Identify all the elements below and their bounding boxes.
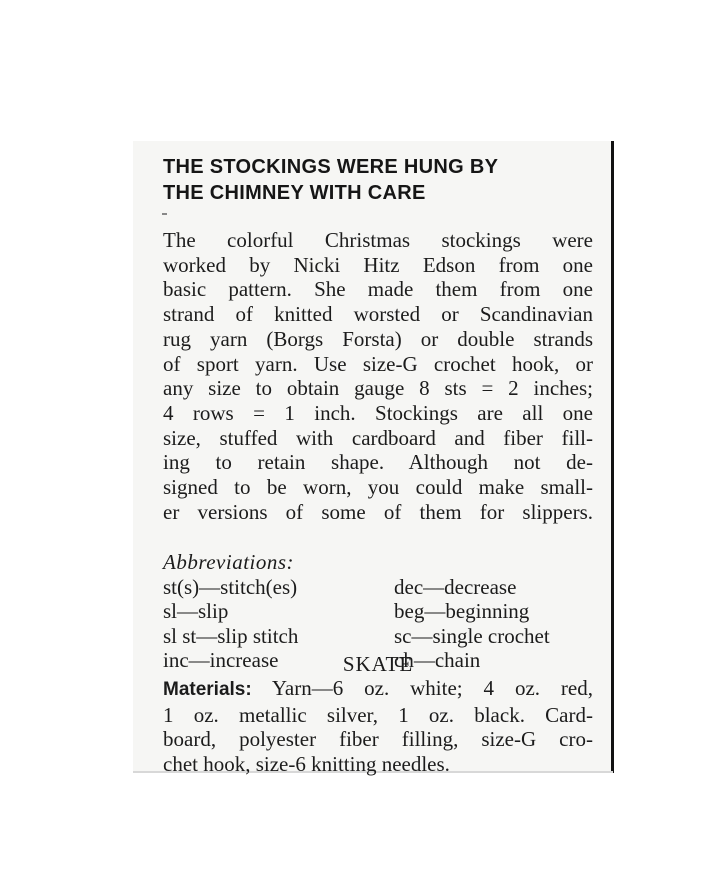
body-line: The colorful Christmas stockings were <box>163 228 593 252</box>
materials-line: 1 oz. metallic silver, 1 oz. black. Card- <box>163 702 593 727</box>
article-headline <box>163 154 603 206</box>
body-line: any size to obtain gauge 8 sts = 2 inches; <box>163 376 593 401</box>
abbreviation-item: ch—chain <box>394 648 481 673</box>
materials-paragraph <box>163 676 593 776</box>
print-speck <box>162 213 167 215</box>
abbreviation-row <box>163 624 603 649</box>
body-line: of sport yarn. Use size-G crochet hook, or <box>163 351 593 376</box>
body-line: er versions of some of them for slippers. <box>163 499 593 524</box>
abbreviation-row <box>163 599 603 624</box>
body-line: basic pattern. She made them from one <box>163 277 593 302</box>
abbreviation-item: beg—beginning <box>394 599 530 624</box>
headline-line-1: THE STOCKINGS WERE HUNG BY <box>163 156 499 178</box>
abbreviation-item: dec—decrease <box>394 574 517 599</box>
materials-line: chet hook, size-6 knitting needles. <box>163 751 450 776</box>
body-line: rug yarn (Borgs Forsta) or double strands <box>163 326 593 351</box>
column-rule <box>611 141 614 773</box>
abbreviation-item: sl st—slip stitch <box>163 623 299 648</box>
materials-line <box>163 676 593 703</box>
abbreviations-heading: Abbreviations: <box>163 550 295 574</box>
abbreviation-item: sc—single crochet <box>394 623 550 648</box>
body-line: ing to retain shape. Although not de- <box>163 450 593 475</box>
body-line: signed to be worn, you could make small- <box>163 475 593 500</box>
section-title: SKATE <box>342 652 414 676</box>
body-line: 4 rows = 1 inch. Stockings are all one <box>163 400 593 425</box>
body-line: size, stuffed with cardboard and fiber fill- <box>163 425 593 450</box>
abbreviation-row <box>163 575 603 600</box>
abbreviation-item: sl—slip <box>163 599 229 624</box>
body-line: worked by Nicki Hitz Edson from one <box>163 252 593 277</box>
abbreviation-item: inc—increase <box>163 648 279 673</box>
materials-line: board, polyester fiber filling, size-G cro- <box>163 727 593 752</box>
headline-line-2: THE CHIMNEY WITH CARE <box>163 182 426 204</box>
body-line: strand of knitted worsted or Scandinavian <box>163 302 593 327</box>
materials-label: Materials: <box>163 679 252 700</box>
materials-text: Yarn—6 oz. white; 4 oz. red, <box>251 676 593 700</box>
abbreviation-item: st(s)—stitch(es) <box>163 574 298 599</box>
article-body <box>163 228 593 524</box>
